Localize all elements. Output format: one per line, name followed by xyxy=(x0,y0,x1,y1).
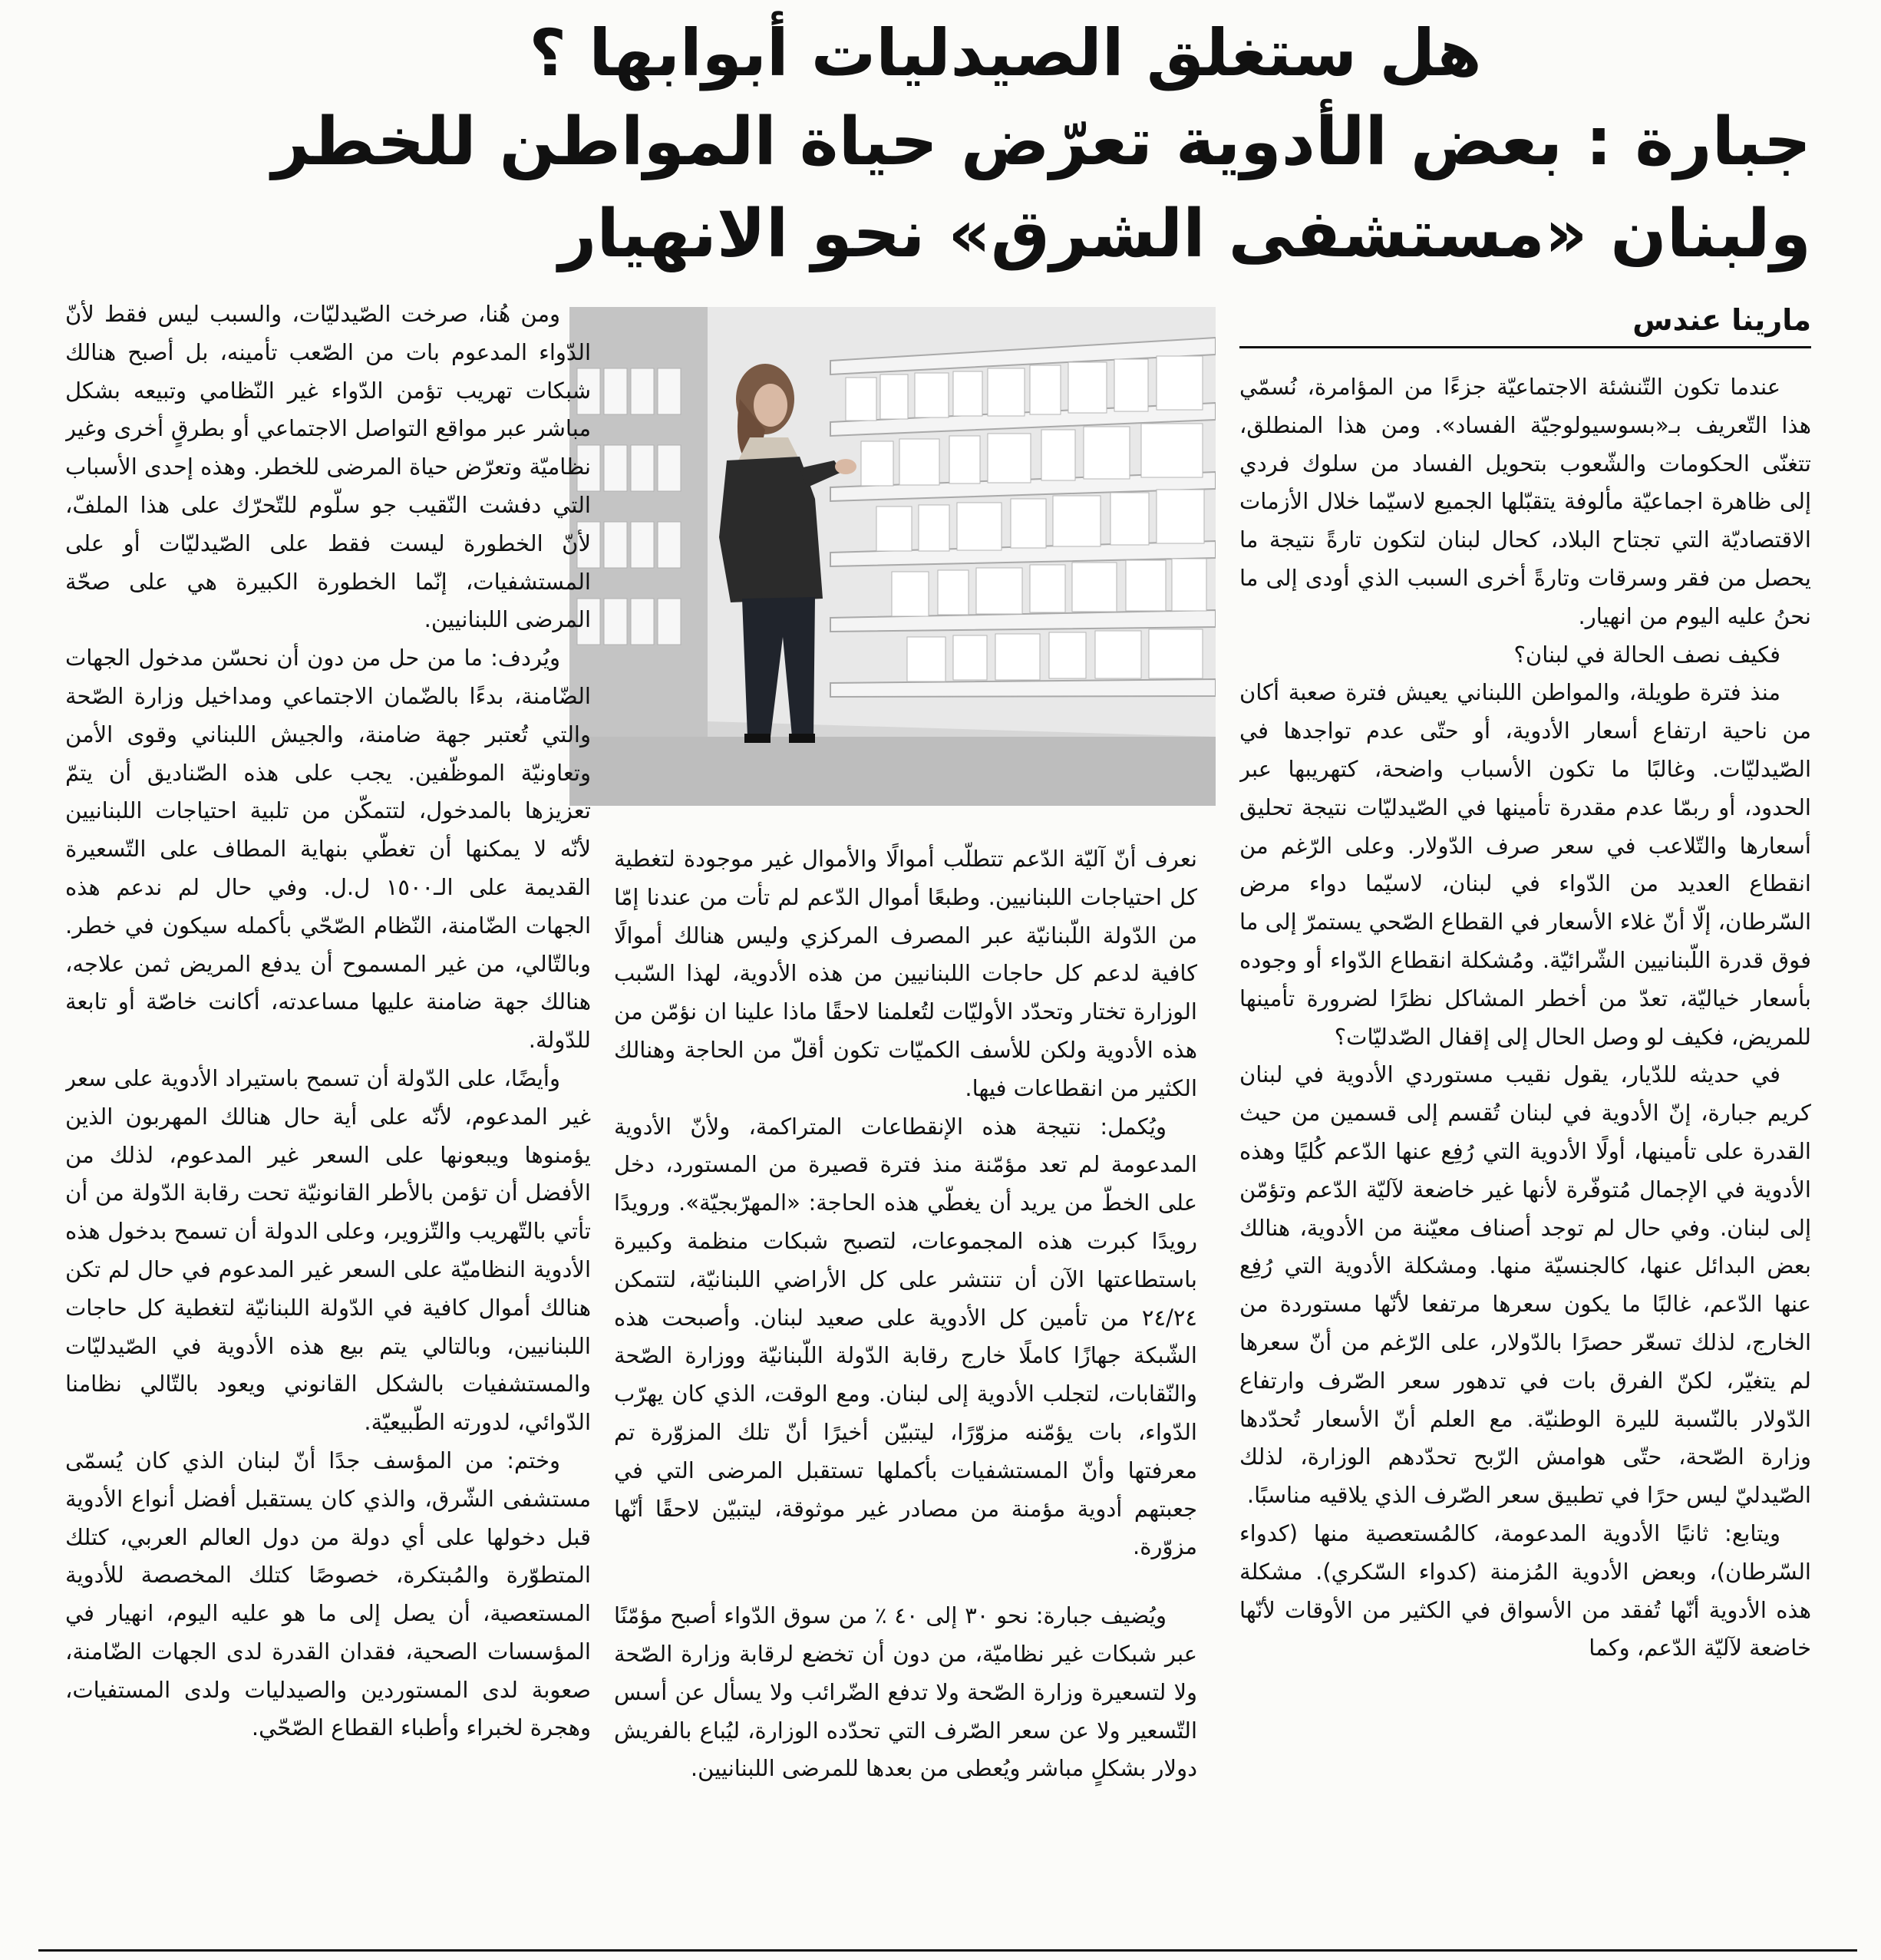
article-paragraph: ويُردف: ما من حل من دون أن نحسّن مدخول الجهات الضّامنة، بدءًا بالضّمان الاجتماعي ومداخيل وزارة الصّحة والتي تُعتبر جهة ضامنة، والجيش اللبناني وقوى الأمن وتعاونيّة الموظّفين. يجب على هذه الصّناديق أن يتمّ تعزيزها بالمدخول، لتتمكّن من تلبية احتياجات اللبنانيين لأنّه لا يمكنها أن تغطّي بنهاية المطاف على التّسعيرة القديمة على الـ١٥٠٠ ل.ل. وفي حال لم ندعم هذه الجهات الضّامنة، النّظام الصّحّي بأكمله سيكون في خطر. وبالتّالي، من غير المسموح أن يدفع المريض ثمن علاجه، هنالك جهة ضامنة عليها مساعدته، أكانت خاصّة أو تابعة للدّولة. xyxy=(65,645,591,1054)
article-paragraph: في حديثه للدّيار، يقول نقيب مستوردي الأدوية في لبنان كريم جبارة، إنّ الأدوية في لبنان تُقسم إلى قسمين من حيث القدرة على تأمينها، أولًا الأدوية التي رُفِع عنها الدّعم كُليًا وهذه الأدوية في الإجمال مُتوفّرة لأنها غير خاضعة لآليّة الدّعم وتؤمّن إلى لبنان. وفي حال لم توجد أصناف معيّنة من الأدوية، هنالك بعض البدائل عنها، كالجنسيّة منها. ومشكلة الأدوية التي رُفِع عنها الدّعم، غالبًا ما يكون سعرها مرتفعا لأنّها مستوردة من الخارج، لذلك تسعّر حصرًا بالدّولار، على الرّغم من أنّ سعرها لم يتغيّر، لكنّ الفرق بات في تدهور سعر الصّرف وارتفاع الدّولار بالنّسبة لليرة الوطنيّة. مع العلم أنّ الأسعار تُحدّدها وزارة الصّحة، حتّى هوامش الرّبح تحدّدهم الوزارة، لذلك الصّيدليّ ليس حرًا في تطبيق سعر الصّرف الذي يلاقيه مناسبًا. xyxy=(1239,1061,1811,1509)
article-paragraph: ويُكمل: نتيجة هذه الإنقطاعات المتراكمة، ولأنّ الأدوية المدعومة لم تعد مؤمّنة منذ فترة قصيرة من المستورد، دخل على الخطّ من يريد أن يغطّي هذه الحاجة: «المهرّبجيّة». ورويدًا رويدًا كبرت هذه المجموعات، لتصبح شبكات منظمة وكبيرة باستطاعتها الآن أن تنتشر على كل الأراضي اللبنانيّة، لتتمكن ٢٤/٢٤ من تأمين كل الأدوية على صعيد لبنان. وأصبحت هذه الشّبكة جهازًا كاملًا خارج رقابة الدّولة اللّبنانيّة ووزارة الصّحة والنّقابات، لتجلب الأدوية إلى لبنان. ومع الوقت، الذي كان يهرّب الدّواء، بات يؤمّنه مزوّرًا، ليتبيّن أخيرًا أنّ تلك المزوّرة تم معرفتها وأنّ المستشفيات بأكملها تستقبل المرضى التي في جعبتهم أدوية مؤمنة من مصادر غير موثوقة، ليتبيّن لاحقًا أنّها مزوّرة. xyxy=(614,1113,1197,1560)
page-bottom-rule xyxy=(38,1949,1857,1952)
headline-line-3: ولبنان «مستشفى الشرق» نحو الانهيار xyxy=(558,196,1811,272)
article-paragraph: ويُضيف جبارة: نحو ٣٠ إلى ٤٠ ٪ من سوق الدّواء أصبح مؤمّنًا عبر شبكات غير نظاميّة، من دون أن تخضع لرقابة وزارة الصّحة ولا لتسعيرة وزارة الصّحة ولا تدفع الضّرائب ولا يسأل عن أسس التّسعير ولا عن سعر الصّرف التي تحدّده الوزارة، ليُباع بالفريش دولار بشكلٍ مباشر ويُعطى من بعدها للمرضى اللبنانيين. xyxy=(614,1602,1197,1782)
article-paragraph: فكيف نصف الحالة في لبنان؟ xyxy=(1513,641,1780,668)
article-paragraph: ومن هُنا، صرخت الصّيدليّات، والسبب ليس فقط لأنّ الدّواء المدعوم بات من الصّعب تأمينه، بل أصبح هنالك شبكات تهريب تؤمن الدّواء غير النّظامي وتبيعه بشكل مباشر عبر مواقع التواصل الاجتماعي أو بطرقٍ أخرى وغير نظاميّة وتعرّض حياة المرضى للخطر. وهذه إحدى الأسباب التي دفشت النّقيب جو سلّوم للتّحرّك على هذا الملفّ، لأنّ الخطورة ليست فقط على الصّيدليّات أو على المستشفيات، إنّما الخطورة الكبيرة هي على صحّة المرضى اللبنانيين. xyxy=(65,301,591,633)
article-column-middle xyxy=(614,840,1197,1945)
article-paragraph: نعرف أنّ آليّة الدّعم تتطلّب أموالًا والأموال غير موجودة لتغطية كل احتياجات اللبنانيين. وطبعًا أموال الدّعم لم تأت من عندنا إمّا من الدّولة اللّبنانيّة عبر المصرف المركزي وليس هنالك أموالًا كافية لدعم كل حاجات اللبنانيين من هذه الأدوية، لهذا السّبب الوزارة تختار وتحدّد الأوليّات لتُعلمنا لاحقًا ماذا علينا ان نؤمّن من هذه الأدوية ولكن للأسف الكميّات تكون أقلّ من الحاجة وهنالك الكثير من انقطاعات فيها. xyxy=(614,846,1197,1101)
article-paragraph: عندما تكون التّنشئة الاجتماعيّة جزءًا من المؤامرة، نُسمّي هذا التّعريف بـ«بسوسيولوجيّة الفساد». ومن هذا المنطلق، تتغنّى الحكومات والشّعوب بتحويل الفساد من سلوك فردي إلى ظاهرة اجماعيّة مألوفة يتقبّلها الجميع لاسيّما خلال الأزمات الاقتصاديّة التي تجتاح البلاد، كحال لبنان لتكون تارةً نتيجة ما يحصل من فقر وسرقات وتارةً أخرى السبب الذي أودى إلى ما نحنُ عليه اليوم من انهيار. xyxy=(1239,374,1811,629)
article-paragraph: وختم: من المؤسف جدًا أنّ لبنان الذي كان يُسمّى مستشفى الشّرق، والذي كان يستقبل أفضل أنواع الأدوية قبل دخولها على أي دولة من دول العالم العربي، كتلك المتطوّرة والمُبتكرة، خصوصًا كتلك المخصصة للأدوية المستعصية، أن يصل إلى ما هو عليه اليوم، انهيار في المؤسسات الصحية، فقدان القدرة لدى الجهات الضّامنة، صعوبة لدى المستوردين والصيدليات ولدى المستفيات، وهجرة لخبراء وأطباء القطاع الصّحّي. xyxy=(65,1447,591,1741)
article-paragraph: منذ فترة طويلة، والمواطن اللبناني يعيش فترة صعبة أكان من ناحية ارتفاع أسعار الأدوية، أو حتّى عدم تواجدها في الصّيدليّات. وغالبًا ما تكون الأسباب واضحة، كتهريبها عبر الحدود، أو ربمّا عدم مقدرة تأمينها في الصّيدليّات نتيجة تحليق أسعارها والتّلاعب في سعر صرف الدّولار. وعلى الرّغم من انقطاع العديد من الدّواء في لبنان، لاسيّما دواء مرض السّرطان، إلّا أنّ غلاء الأسعار في القطاع الصّحي يستمرّ إلى ما فوق قدرة اللّبنانيين الشّرائيّة. ومُشكلة انقطاع الدّواء أو وجوده بأسعار خياليّة، تعدّ من أخطر المشاكل نظرًا لضرورة تأمينها للمريض، فكيف لو وصل الحال إلى إقفال الصّدليّات؟ xyxy=(1239,679,1811,1050)
article-paragraph: ويتابع: ثانيًا الأدوية المدعومة، كالمُستعصية منها (كدواء السّرطان)، وبعض الأدوية المُزمنة (كدواء السّكري). مشكلة هذه الأدوية أنّها تُفقد من الأسواق في الكثير من الأوقات لأنّها خاضعة لآليّة الدّعم، وكما xyxy=(1239,1519,1811,1661)
byline: مارينا عندس xyxy=(1632,303,1811,337)
article-column-right xyxy=(1239,368,1811,1942)
pharmacy-photo xyxy=(569,307,1216,806)
article-paragraph: وأيضًا، على الدّولة أن تسمح باستيراد الأدوية على سعر غير المدعوم، لأنّه على أية حال هنالك المهربون الذين يؤمنوها ويبعونها على السعر غير المدعوم، لذلك من الأفضل أن تؤمن بالأطر القانونيّة تحت رقابة الدّولة من أن تأتي بالتّهريب والتّزوير، وعلى الدولة أن تسمح بدخول هذه الأدوية النظاميّة على السعر غير المدعوم في حال لم تكن هنالك أموال كافية في الدّولة اللبنانيّة لتغطية كل حاجات اللبنانيين، وبالتالي يتم بيع هذه الأدوية في الصّيدليّات والمستشفيات بالشكل القانوني ويعود بالتّالي نظامنا الدّوائي، لدورته الطّبيعيّة. xyxy=(65,1064,591,1436)
headline-line-1: هل ستغلق الصيدليات أبوابها ؟ xyxy=(529,15,1482,91)
byline-divider xyxy=(1239,346,1811,348)
article-column-left xyxy=(65,295,591,1945)
headline-line-2: جبارة : بعض الأدوية تعرّض حياة المواطن للخطر xyxy=(272,104,1811,180)
